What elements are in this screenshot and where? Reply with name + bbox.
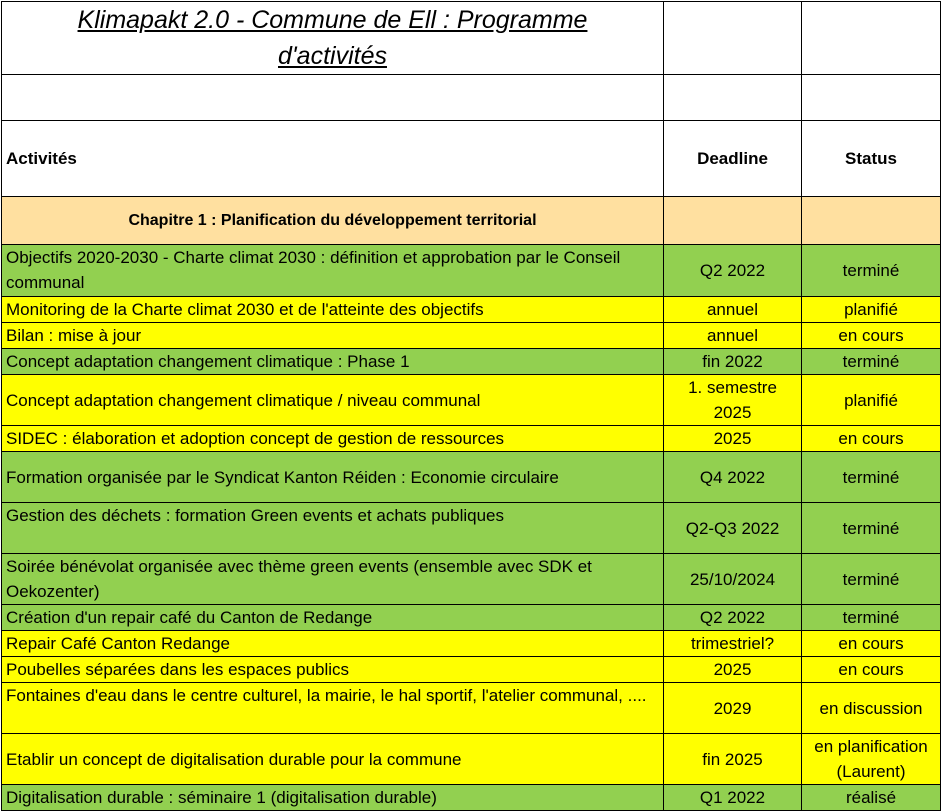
activity-cell[interactable]: Concept adaptation changement climatique : Phase 1: [2, 349, 664, 375]
table-row: [2, 245, 941, 297]
table-row: [2, 605, 941, 631]
table-row: [2, 349, 941, 375]
deadline-cell[interactable]: annuel: [664, 297, 802, 323]
header-status[interactable]: Status: [802, 121, 941, 197]
chapter-blank-cell[interactable]: [802, 197, 941, 245]
deadline-cell[interactable]: 1. semestre 2025: [664, 375, 802, 426]
status-cell[interactable]: en planification (Laurent): [802, 734, 941, 785]
empty-row: [2, 75, 941, 121]
activity-cell[interactable]: Création d'un repair café du Canton de Redange: [2, 605, 664, 631]
status-cell[interactable]: en discussion: [802, 683, 941, 734]
empty-cell[interactable]: [802, 75, 941, 121]
activity-cell[interactable]: Poubelles séparées dans les espaces publics: [2, 657, 664, 683]
activity-cell[interactable]: Monitoring de la Charte climat 2030 et de l'atteinte des objectifs: [2, 297, 664, 323]
status-cell[interactable]: terminé: [802, 245, 941, 297]
empty-cell[interactable]: [664, 75, 802, 121]
title-cell[interactable]: [2, 2, 664, 75]
status-cell[interactable]: en cours: [802, 323, 941, 349]
title-blank-cell[interactable]: [802, 2, 941, 75]
status-cell[interactable]: en cours: [802, 426, 941, 452]
activity-cell[interactable]: Concept adaptation changement climatique / niveau communal: [2, 375, 664, 426]
deadline-cell[interactable]: 2025: [664, 657, 802, 683]
activity-cell[interactable]: Soirée bénévolat organisée avec thème green events (ensemble avec SDK et Oekozenter): [2, 554, 664, 605]
deadline-cell[interactable]: Q4 2022: [664, 452, 802, 503]
table-row: [2, 375, 941, 426]
activity-cell[interactable]: Formation organisée par le Syndicat Kanton Réiden : Economie circulaire: [2, 452, 664, 503]
activity-cell[interactable]: Objectifs 2020-2030 - Charte climat 2030 : définition et approbation par le Conseil communal: [2, 245, 664, 297]
status-cell[interactable]: terminé: [802, 349, 941, 375]
status-cell[interactable]: réalisé: [802, 785, 941, 811]
status-cell[interactable]: en cours: [802, 631, 941, 657]
status-cell[interactable]: planifié: [802, 375, 941, 426]
deadline-cell[interactable]: Q1 2022: [664, 785, 802, 811]
deadline-cell[interactable]: annuel: [664, 323, 802, 349]
deadline-cell[interactable]: Q2-Q3 2022: [664, 503, 802, 554]
deadline-cell[interactable]: 25/10/2024: [664, 554, 802, 605]
status-cell[interactable]: planifié: [802, 297, 941, 323]
table-row: [2, 323, 941, 349]
title-blank-cell[interactable]: [664, 2, 802, 75]
activity-cell[interactable]: Etablir un concept de digitalisation durable pour la commune: [2, 734, 664, 785]
status-cell[interactable]: terminé: [802, 605, 941, 631]
chapter-row: [2, 197, 941, 245]
table-row: [2, 426, 941, 452]
activity-cell[interactable]: Bilan : mise à jour: [2, 323, 664, 349]
activity-cell[interactable]: Fontaines d'eau dans le centre culturel, la mairie, le hal sportif, l'atelier communal, ....: [2, 683, 664, 734]
table-row: [2, 452, 941, 503]
header-activity[interactable]: Activités: [2, 121, 664, 197]
deadline-cell[interactable]: fin 2022: [664, 349, 802, 375]
empty-cell[interactable]: [2, 75, 664, 121]
status-cell[interactable]: terminé: [802, 452, 941, 503]
activity-table: [1, 1, 941, 811]
deadline-cell[interactable]: trimestriel?: [664, 631, 802, 657]
deadline-cell[interactable]: Q2 2022: [664, 605, 802, 631]
chapter-blank-cell[interactable]: [664, 197, 802, 245]
status-cell[interactable]: terminé: [802, 554, 941, 605]
deadline-cell[interactable]: fin 2025: [664, 734, 802, 785]
deadline-cell[interactable]: 2029: [664, 683, 802, 734]
status-cell[interactable]: terminé: [802, 503, 941, 554]
deadline-cell[interactable]: Q2 2022: [664, 245, 802, 297]
activity-cell[interactable]: SIDEC : élaboration et adoption concept de gestion de ressources: [2, 426, 664, 452]
table-row: [2, 683, 941, 734]
activity-cell[interactable]: Digitalisation durable : séminaire 1 (digitalisation durable): [2, 785, 664, 811]
table-row: [2, 785, 941, 811]
activity-rows: [2, 245, 941, 811]
table-row: [2, 734, 941, 785]
table-row: [2, 657, 941, 683]
activity-cell[interactable]: Repair Café Canton Redange: [2, 631, 664, 657]
table-row: [2, 297, 941, 323]
table-row: [2, 631, 941, 657]
deadline-cell[interactable]: 2025: [664, 426, 802, 452]
page-title: Klimapakt 2.0 - Commune de Ell : Programme d'activités: [77, 6, 588, 70]
header-row: [2, 121, 941, 197]
table-row: [2, 503, 941, 554]
chapter-title[interactable]: Chapitre 1 : Planification du développement territorial: [2, 197, 664, 245]
table-row: [2, 554, 941, 605]
status-cell[interactable]: en cours: [802, 657, 941, 683]
activity-cell[interactable]: Gestion des déchets : formation Green events et achats publiques: [2, 503, 664, 554]
header-deadline[interactable]: Deadline: [664, 121, 802, 197]
title-row: [2, 2, 941, 75]
